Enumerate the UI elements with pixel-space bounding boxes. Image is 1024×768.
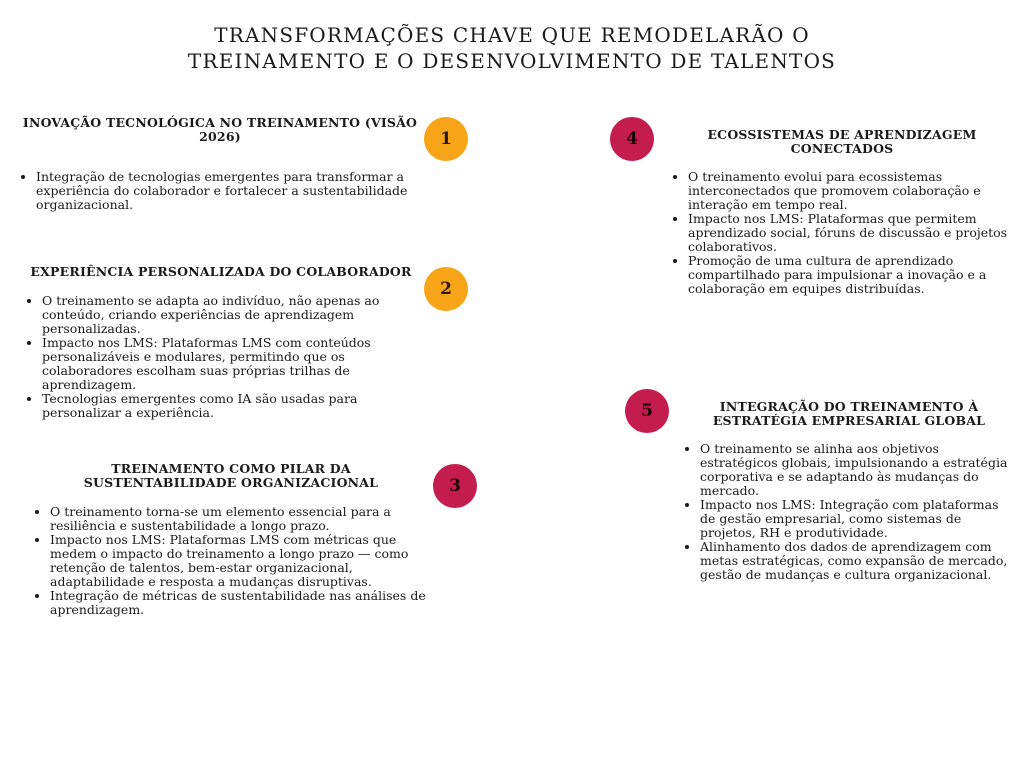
- number-badge-4: 4: [610, 117, 654, 161]
- section-heading: INTEGRAÇÃO DO TREINAMENTO À ESTRATÉGIA EMPRESARIAL GLOBAL: [712, 399, 986, 428]
- number-badge-1: 1: [424, 117, 468, 161]
- list-item: • O treinamento se adapta ao indivíduo, não apenas ao conteúdo, criando experiências de aprendizagem personalizadas.: [42, 294, 416, 336]
- list-item: • O treinamento se alinha aos objetivos estratégicos globais, impulsionando a estratégia corporativa e se adaptando às mudanças do mercado.: [700, 442, 1014, 498]
- section-heading: EXPERIÊNCIA PERSONALIZADA DO COLABORADOR: [30, 264, 412, 279]
- list-item: • Alinhamento dos dados de aprendizagem com metas estratégicas, como expansão de mercado, gestão de mudanças e cultura organizacional.: [700, 540, 1014, 582]
- list-item: • Integração de métricas de sustentabilidade nas análises de aprendizagem.: [50, 589, 428, 617]
- list-item: • Impacto nos LMS: Plataformas LMS com métricas que medem o impacto do treinamento a longo prazo — como retenção de talentos, bem-estar organizacional, adaptabilidade e resposta a mudanças disruptivas.: [50, 533, 428, 589]
- section-heading: ECOSSISTEMAS DE APRENDIZAGEM CONECTADOS: [707, 127, 977, 156]
- list-item: • O treinamento evolui para ecossistemas interconectados que promovem colaboração e interação em tempo real.: [688, 170, 1012, 212]
- bullet-list: [26, 294, 416, 420]
- bullet-list: [20, 170, 420, 212]
- page-title-line-1: TRANSFORMAÇÕES CHAVE QUE REMODELARÃO O: [214, 23, 810, 47]
- section-heading: TREINAMENTO COMO PILAR DA SUSTENTABILIDADE ORGANIZACIONAL: [83, 461, 379, 490]
- list-item: • Integração de tecnologias emergentes para transformar a experiência do colaborador e fortalecer a sustentabilidade organizacional.: [36, 170, 420, 212]
- bullet-list: [34, 505, 428, 617]
- section-pilar-sustentabilidade: [34, 462, 428, 617]
- section-experiencia-personalizada: [26, 265, 416, 420]
- list-item: • Impacto nos LMS: Plataformas LMS com conteúdos personalizáveis e modulares, permitindo que os colaboradores escolham suas próprias trilhas de aprendizagem.: [42, 336, 416, 392]
- number-badge-5: 5: [625, 389, 669, 433]
- number-badge-3: 3: [433, 464, 477, 508]
- section-heading: INOVAÇÃO TECNOLÓGICA NO TREINAMENTO (VISÃO 2026): [22, 115, 418, 144]
- bullet-list: [672, 170, 1012, 296]
- list-item: • Promoção de uma cultura de aprendizado compartilhado para impulsionar a inovação e a colaboração em equipes distribuídas.: [688, 254, 1012, 296]
- section-estrategia-empresarial: [684, 400, 1014, 582]
- list-item: • Impacto nos LMS: Plataformas que permitem aprendizado social, fóruns de discussão e projetos colaborativos.: [688, 212, 1012, 254]
- list-item: • O treinamento torna-se um elemento essencial para a resiliência e sustentabilidade a longo prazo.: [50, 505, 428, 533]
- number-badge-2: 2: [424, 267, 468, 311]
- list-item: • Impacto nos LMS: Integração com plataformas de gestão empresarial, como sistemas de projetos, RH e produtividade.: [700, 498, 1014, 540]
- section-ecossistemas-aprendizagem: [672, 128, 1012, 296]
- list-item: • Tecnologias emergentes como IA são usadas para personalizar a experiência.: [42, 392, 416, 420]
- section-inovacao-tecnologica: [20, 116, 420, 212]
- bullet-list: [684, 442, 1014, 582]
- page-title: [0, 22, 1024, 74]
- page-title-line-2: TREINAMENTO E O DESENVOLVIMENTO DE TALENTOS: [187, 49, 837, 73]
